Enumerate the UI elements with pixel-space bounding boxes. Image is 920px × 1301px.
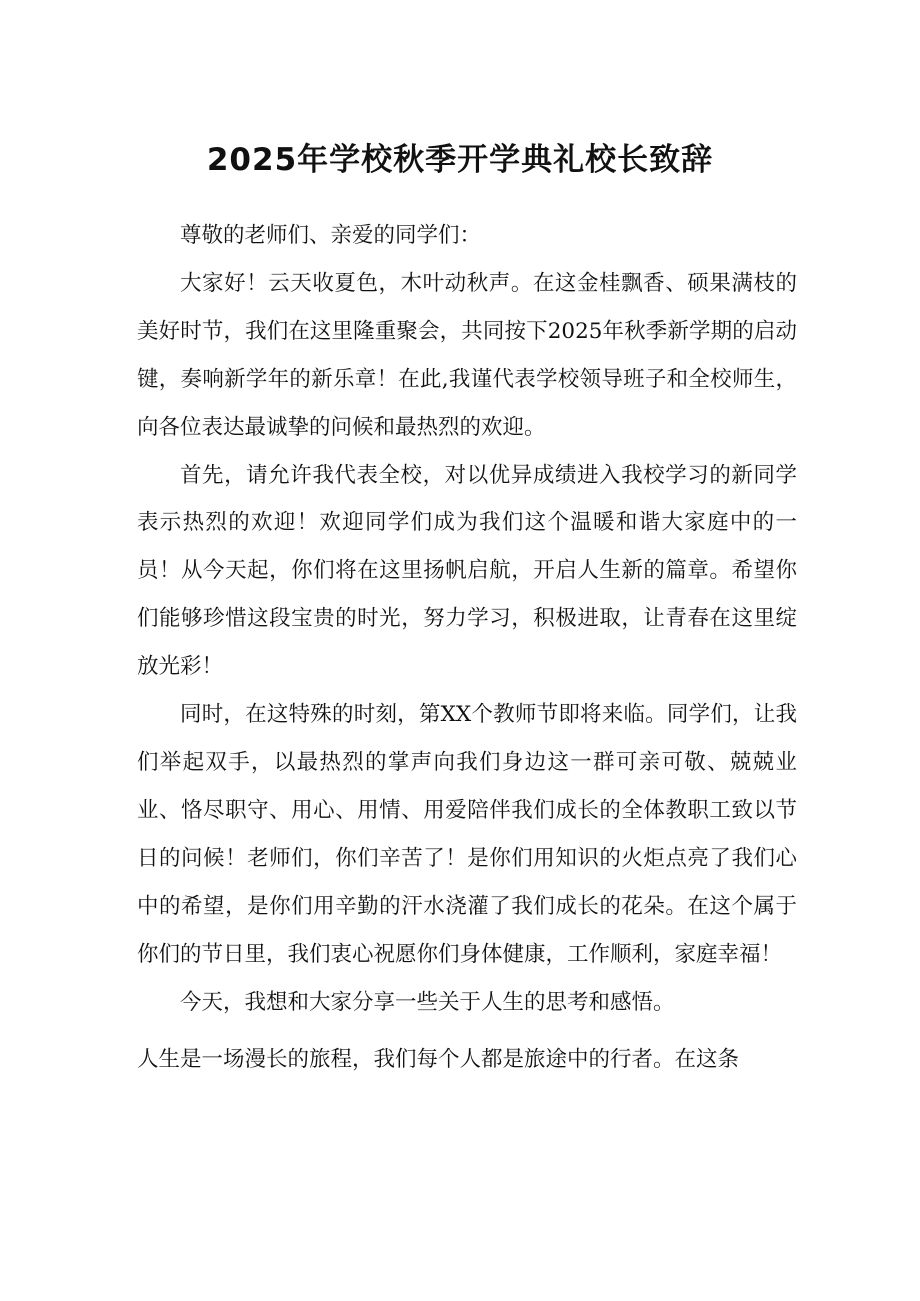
paragraph-new-students: 首先，请允许我代表全校，对以优异成绩进入我校学习的新同学表示热烈的欢迎！欢迎同学们成为我们这个温暖和谐大家庭中的一员！从今天起，你们将在这里扬帆启航，开启人生新的篇章。希望你们能够珍惜这段宝贵的时光，努力学习，积极进取，让青春在这里绽放光彩！ — [137, 462, 797, 680]
greeting: 尊敬的老师们、亲爱的同学们： — [180, 223, 482, 248]
document-title: 2025年学校秋季开学典礼校长致辞 — [206, 141, 714, 178]
paragraph-teachers-day: 同时，在这特殊的时刻，第XX个教师节即将来临。同学们，让我们举起双手，以最热烈的掌声向我们身边这一群可亲可敬、兢兢业业、恪尽职守、用心、用情、用爱陪伴我们成长的全体教职工致以节日的问候！老师们，你们辛苦了！是你们用知识的火炬点亮了我们心中的希望，是你们用辛勤的汗水浇灌了我们成长的花朵。在这个属于你们的节日里，我们衷心祝愿你们身体健康，工作顺利，家庭幸福！ — [137, 702, 797, 967]
paragraph-sharing: 今天，我想和大家分享一些关于人生的思考和感悟。 — [180, 989, 675, 1015]
paragraph-life-journey: 人生是一场漫长的旅程，我们每个人都是旅途中的行者。在这条 — [137, 1047, 740, 1073]
paragraph-welcome: 大家好！云天收夏色，木叶动秋声。在这金桂飘香、硕果满枝的美好时节，我们在这里隆重聚会，共同按下2025年秋季新学期的启动键，奏响新学年的新乐章！在此,我谨代表学校领导班子和全校师生，向各位表达最诚挚的问候和最热烈的欢迎。 — [137, 270, 797, 440]
document-body — [137, 212, 797, 1084]
